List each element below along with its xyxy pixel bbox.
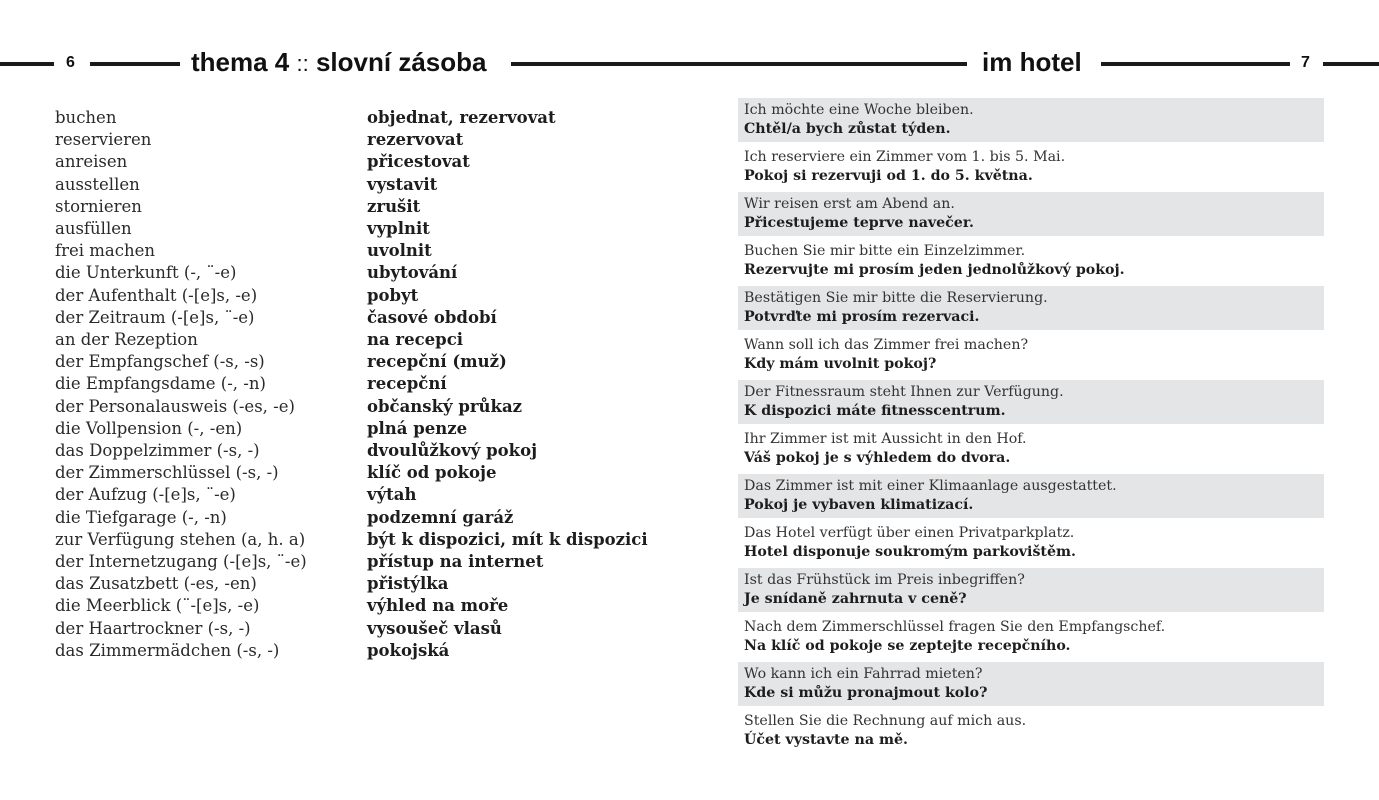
vocab-german-term: der Zeitraum (-[e]s, ¨-e) bbox=[55, 307, 255, 327]
phrase-german: Wir reisen erst am Abend an. bbox=[744, 196, 955, 212]
vocab-czech-translation: pobyt bbox=[367, 285, 419, 305]
phrase-item bbox=[738, 427, 1324, 471]
vocab-czech-translation: recepční bbox=[367, 374, 447, 394]
phrase-german: Buchen Sie mir bitte ein Einzelzimmer. bbox=[744, 243, 1026, 259]
vocab-german-term: frei machen bbox=[55, 241, 156, 261]
title-theme: thema 4 bbox=[191, 47, 290, 77]
phrase-czech: Na klíč od pokoje se zeptejte recepčního. bbox=[744, 638, 1071, 654]
vocab-czech-translation: přistýlka bbox=[367, 574, 449, 594]
phrase-item bbox=[738, 568, 1324, 612]
vocab-czech-translation: klíč od pokoje bbox=[367, 463, 497, 483]
phrase-german: Stellen Sie die Rechnung auf mich aus. bbox=[744, 713, 1027, 729]
vocab-german-term: reservieren bbox=[55, 130, 152, 150]
vocab-german-term: der Aufenthalt (-[e]s, -e) bbox=[55, 285, 258, 305]
vocab-german-term: ausfüllen bbox=[55, 219, 132, 238]
vocab-german-term: buchen bbox=[55, 108, 117, 127]
vocab-czech-translation: podzemní garáž bbox=[367, 507, 514, 527]
phrase-german: Ich möchte eine Woche bleiben. bbox=[744, 102, 974, 118]
vocab-german-term: die Meerblick (¨-[e]s, -e) bbox=[55, 596, 260, 616]
phrase-item bbox=[738, 521, 1324, 565]
vocab-czech-translation: zrušit bbox=[367, 196, 421, 216]
phrase-german: Ist das Frühstück im Preis inbegriffen? bbox=[744, 572, 1025, 588]
phrase-list bbox=[738, 98, 1324, 756]
vocab-czech-translation: rezervovat bbox=[367, 130, 464, 150]
phrase-czech: Přicestujeme teprve navečer. bbox=[744, 215, 974, 231]
vocab-czech-translation: pokojská bbox=[367, 640, 450, 660]
phrase-item bbox=[738, 145, 1324, 189]
phrase-german: Das Hotel verfügt über einen Privatparkplatz. bbox=[744, 525, 1075, 541]
phrase-german: Wo kann ich ein Fahrrad mieten? bbox=[744, 666, 983, 682]
vocab-czech-translation: přicestovat bbox=[367, 152, 470, 172]
phrase-item bbox=[738, 192, 1324, 236]
phrase-german: Nach dem Zimmerschlüssel fragen Sie den Empfangschef. bbox=[744, 619, 1166, 635]
phrase-german: Der Fitnessraum steht Ihnen zur Verfügung. bbox=[744, 384, 1064, 400]
vocab-german-term: das Zusatzbett (-es, -en) bbox=[55, 574, 257, 594]
right-page-number: 7 bbox=[1301, 54, 1310, 71]
vocab-german-term: die Tiefgarage (-, -n) bbox=[55, 507, 227, 527]
phrase-czech: Váš pokoj je s výhledem do dvora. bbox=[744, 450, 1011, 466]
vocab-german-term: das Doppelzimmer (-s, -) bbox=[55, 441, 260, 460]
vocab-czech-translation: výhled na moře bbox=[367, 596, 509, 616]
phrase-item bbox=[738, 615, 1324, 659]
phrase-czech: Pokoj si rezervuji od 1. do 5. května. bbox=[744, 168, 1033, 184]
vocab-german-term: der Empfangschef (-s, -s) bbox=[55, 352, 265, 372]
phrase-german: Das Zimmer ist mit einer Klimaanlage ausgestattet. bbox=[744, 478, 1117, 494]
phrase-czech: Kde si můžu pronajmout kolo? bbox=[744, 685, 988, 701]
title-separator: :: bbox=[296, 51, 309, 76]
vocab-german-term: der Aufzug (-[e]s, ¨-e) bbox=[55, 485, 236, 505]
vocab-german-term: der Zimmerschlüssel (-s, -) bbox=[55, 463, 279, 483]
vocab-german-term: der Personalausweis (-es, -e) bbox=[55, 396, 295, 416]
phrase-czech: Potvrďte mi prosím rezervaci. bbox=[744, 309, 980, 325]
header-rule-right-inner bbox=[1101, 62, 1290, 66]
vocab-czech-translation: objednat, rezervovat bbox=[367, 108, 556, 127]
phrase-czech: K dispozici máte fitnesscentrum. bbox=[744, 403, 1006, 419]
vocab-czech-translation: vyplnit bbox=[367, 219, 430, 238]
phrase-item bbox=[738, 286, 1324, 330]
vocab-german-term: das Zimmermädchen (-s, -) bbox=[55, 640, 280, 660]
phrase-item bbox=[738, 333, 1324, 377]
vocab-czech-translation: recepční (muž) bbox=[367, 352, 507, 372]
header-rule-right-edge bbox=[1323, 62, 1379, 66]
phrase-item bbox=[738, 98, 1324, 142]
phrase-czech: Je snídaně zahrnuta v ceně? bbox=[744, 591, 967, 607]
phrase-item bbox=[738, 662, 1324, 706]
vocab-german-term: ausstellen bbox=[55, 174, 140, 194]
phrase-czech: Pokoj je vybaven klimatizací. bbox=[744, 497, 974, 513]
header-rule-left-inner bbox=[90, 62, 180, 66]
phrase-item bbox=[738, 239, 1324, 283]
vocab-czech-translation: uvolnit bbox=[367, 241, 432, 261]
phrase-czech: Rezervujte mi prosím jeden jednolůžkový pokoj. bbox=[744, 262, 1125, 278]
vocab-czech-translation: přístup na internet bbox=[367, 552, 544, 571]
phrase-czech: Hotel disponuje soukromým parkovištěm. bbox=[744, 544, 1076, 560]
vocab-czech-translation: vystavit bbox=[367, 174, 438, 194]
vocab-german-term: die Empfangsdame (-, -n) bbox=[55, 374, 266, 394]
title-section: slovní zásoba bbox=[315, 47, 487, 77]
vocab-german-term: der Internetzugang (-[e]s, ¨-e) bbox=[55, 552, 307, 571]
vocab-german-term: die Vollpension (-, -en) bbox=[55, 418, 243, 438]
phrase-german: Ihr Zimmer ist mit Aussicht in den Hof. bbox=[744, 431, 1027, 447]
vocab-german-term: an der Rezeption bbox=[55, 330, 198, 349]
vocab-czech-translation: občanský průkaz bbox=[367, 396, 523, 416]
vocab-czech-translation: výtah bbox=[367, 485, 417, 505]
header-rule-left-edge bbox=[0, 62, 54, 66]
vocab-german-term: stornieren bbox=[55, 196, 142, 216]
phrase-czech: Kdy mám uvolnit pokoj? bbox=[744, 356, 937, 372]
left-page-number: 6 bbox=[66, 54, 75, 71]
phrase-german: Bestätigen Sie mir bitte die Reservierung. bbox=[744, 290, 1048, 306]
vocab-czech-translation: ubytování bbox=[367, 263, 458, 283]
vocab-german-term: zur Verfügung stehen (a, h. a) bbox=[55, 529, 306, 549]
left-page-title bbox=[191, 44, 486, 82]
vocab-czech-translation: být k dispozici, mít k dispozici bbox=[367, 529, 648, 549]
vocab-czech-translation: časové období bbox=[367, 307, 497, 327]
phrase-item bbox=[738, 474, 1324, 518]
header-rule-center bbox=[511, 62, 967, 66]
vocab-czech-translation: na recepci bbox=[367, 330, 464, 349]
vocab-german-term: die Unterkunft (-, ¨-e) bbox=[55, 263, 237, 283]
phrase-german: Ich reserviere ein Zimmer vom 1. bis 5. Mai. bbox=[744, 149, 1066, 165]
right-page-title: im hotel bbox=[982, 47, 1082, 77]
phrase-czech: Chtěl/a bych zůstat týden. bbox=[744, 121, 951, 137]
vocab-czech-translation: dvoulůžkový pokoj bbox=[367, 441, 538, 460]
phrase-item bbox=[738, 380, 1324, 424]
vocab-czech-translation: plná penze bbox=[367, 418, 468, 438]
phrase-czech: Účet vystavte na mě. bbox=[744, 732, 908, 748]
vocab-czech-translation: vysoušeč vlasů bbox=[367, 618, 502, 638]
vocab-german-term: der Haartrockner (-s, -) bbox=[55, 618, 251, 638]
vocab-german-term: anreisen bbox=[55, 152, 128, 172]
phrase-german: Wann soll ich das Zimmer frei machen? bbox=[744, 337, 1029, 353]
phrase-item bbox=[738, 709, 1324, 753]
